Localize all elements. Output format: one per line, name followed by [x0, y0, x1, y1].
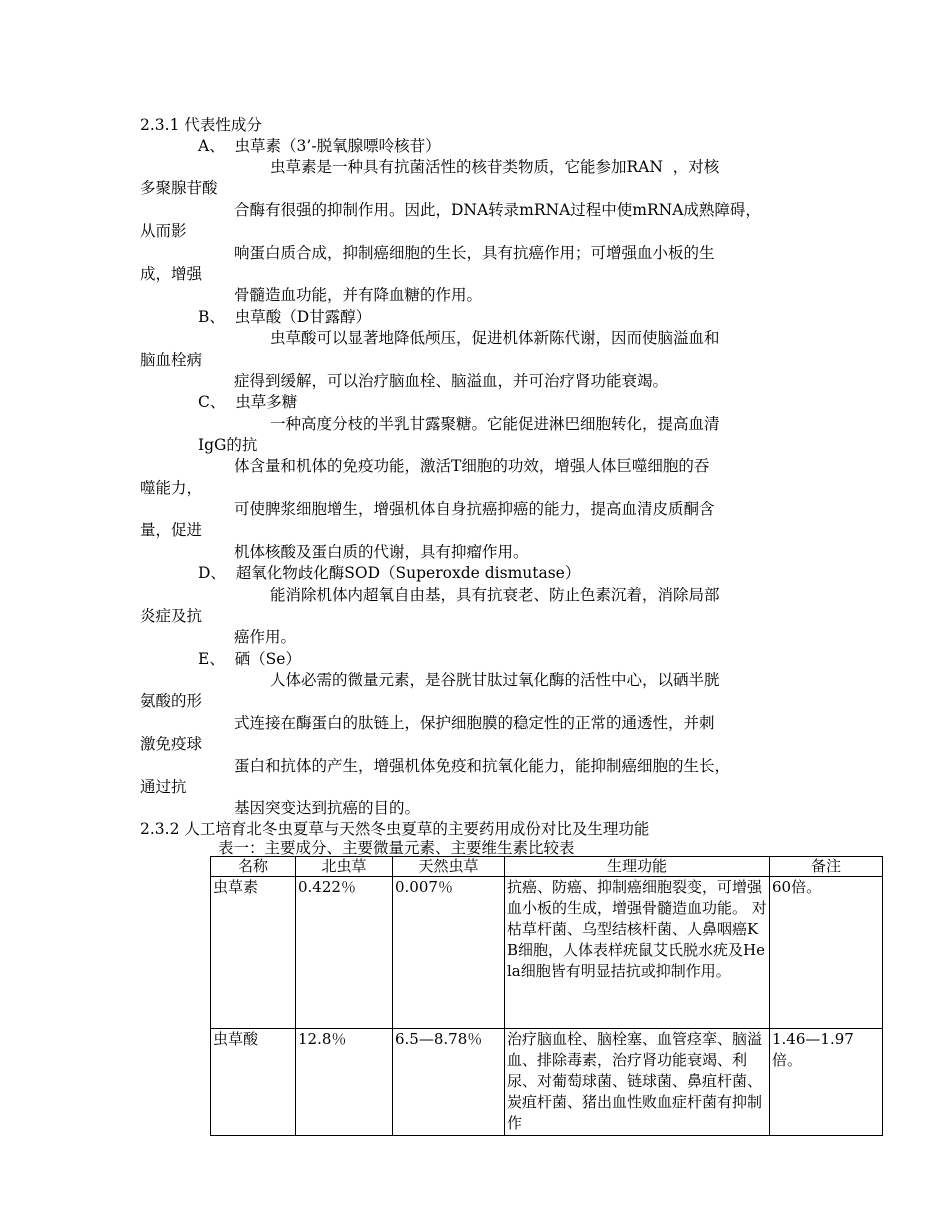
item-e-line: 基因突变达到抗癌的目的。 — [234, 799, 421, 817]
table-row — [211, 1029, 883, 1136]
item-c-line: 量，促进 — [140, 521, 203, 539]
item-e-line: 氨酸的形 — [140, 692, 203, 710]
column-header: 北虫草 — [296, 857, 393, 877]
item-e-line: 通过抗 — [140, 778, 187, 796]
comparison-table — [210, 856, 883, 1136]
item-b-line: 脑血栓病 — [140, 351, 203, 369]
item-d-line: 癌作用。 — [234, 628, 297, 646]
item-a-line: 成，增强 — [140, 265, 203, 283]
item-a-line: 多聚腺苷酸 — [140, 179, 218, 197]
item-e-line: 蛋白和抗体的产生，增强机体免疫和抗氧化能力，能抑制癌细胞的生长， — [234, 757, 731, 775]
item-a-line: 响蛋白质合成，抑制癌细胞的生长，具有抗癌作用；可增强血小板的生 — [234, 244, 715, 262]
table-row — [211, 877, 883, 1029]
section-heading-2-3-1: 2.3.1 代表性成分 — [140, 116, 262, 134]
table-caption: 表一：主要成分、主要微量元素、主要维生素比较表 — [218, 839, 575, 857]
item-b-line: 症得到缓解，可以治疗脑血栓、脑溢血，并可治疗肾功能衰竭。 — [234, 372, 669, 390]
item-e-title: E、 硒（Se） — [198, 650, 301, 668]
table-cell: 0.007％ — [393, 877, 505, 1029]
column-header: 天然虫草 — [393, 857, 505, 877]
item-c-line: IgG的抗 — [198, 436, 258, 454]
table-cell: 虫草酸 — [211, 1029, 296, 1136]
item-c-line: 一种高度分枝的半乳甘露聚糖。它能促进淋巴细胞转化，提高血清 — [270, 415, 720, 433]
item-a-line: 合酶有很强的抑制作用。因此，DNA转录mRNA过程中使mRNA成熟障碍， — [234, 201, 761, 219]
item-a-title: A、 虫草素（3’-脱氧腺嘌呤核苷） — [198, 137, 441, 155]
item-c-line: 体含量和机体的免疫功能，激活T细胞的功效，增强人体巨噬细胞的吞 — [234, 457, 710, 475]
item-a-line: 虫草素是一种具有抗菌活性的核苷类物质，它能参加RAN ，对核 — [270, 158, 720, 176]
item-d-line: 能消除机体内超氧自由基，具有抗衰老、防止色素沉着，消除局部 — [270, 586, 720, 604]
item-d-line: 炎症及抗 — [140, 607, 203, 625]
item-c-line: 机体核酸及蛋白质的代谢，具有抑瘤作用。 — [234, 543, 529, 561]
table-cell: 治疗脑血栓、脑栓塞、血管痉挛、脑溢血、排除毒素，治疗肾功能衰竭、利尿、对葡萄球菌、链球菌、鼻疽杆菌、炭疽杆菌、猪出血性败血症杆菌有抑制作 — [505, 1029, 770, 1136]
item-e-line: 激免疫球 — [140, 735, 203, 753]
item-c-title: C、 虫草多糖 — [198, 393, 298, 411]
column-header: 名称 — [211, 857, 296, 877]
table-cell: 抗癌、防癌、抑制癌细胞裂变，可增强血小板的生成，增强骨髓造血功能。 对枯草杆菌、乌型结核杆菌、人鼻咽癌KB细胞，人体表样疣鼠艾氏脱水疣及Hela细胞皆有明显拮抗或抑制作用。 — [505, 877, 770, 1029]
table-cell: 60倍。 — [770, 877, 883, 1029]
item-e-line: 式连接在酶蛋白的肽链上，保护细胞膜的稳定性的正常的通透性，并刺 — [234, 714, 715, 732]
table-cell: 0.422％ — [296, 877, 393, 1029]
item-d-title: D、 超氧化物歧化酶SOD（Superoxde dismutase） — [198, 564, 581, 582]
table-cell: 6.5—8.78％ — [393, 1029, 505, 1136]
column-header: 备注 — [770, 857, 883, 877]
table-cell: 1.46—1.97倍。 — [770, 1029, 883, 1136]
item-e-line: 人体必需的微量元素，是谷胱甘肽过氧化酶的活性中心，以硒半胱 — [270, 671, 720, 689]
section-heading-2-3-2: 2.3.2 人工培育北冬虫夏草与天然冬虫夏草的主要药用成份对比及生理功能 — [140, 820, 650, 838]
item-c-line: 可使脾浆细胞增生，增强机体自身抗癌抑癌的能力，提高血清皮质酮含 — [234, 500, 715, 518]
item-c-line: 噬能力， — [140, 479, 203, 497]
table-cell: 12.8％ — [296, 1029, 393, 1136]
item-b-line: 虫草酸可以显著地降低颅压，促进机体新陈代谢，因而使脑溢血和 — [270, 329, 720, 347]
table-header-row — [211, 857, 883, 877]
column-header: 生理功能 — [505, 857, 770, 877]
table-cell: 虫草素 — [211, 877, 296, 1029]
item-a-line: 从而影 — [140, 222, 187, 240]
item-a-line: 骨髓造血功能，并有降血糖的作用。 — [234, 286, 483, 304]
item-b-title: B、 虫草酸（D甘露醇） — [198, 308, 372, 326]
